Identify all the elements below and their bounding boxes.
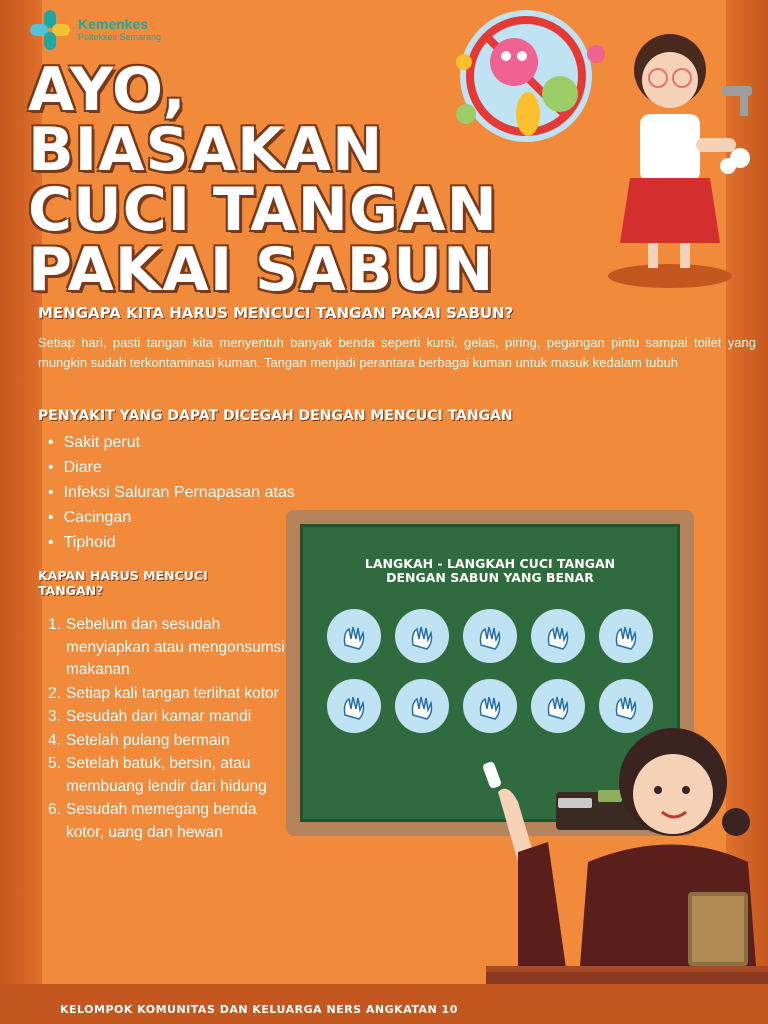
board-title: LANGKAH - LANGKAH CUCI TANGAN DENGAN SABUN YANG BENAR xyxy=(364,556,616,585)
rub-icon xyxy=(395,679,449,733)
disease-title: PENYAKIT YANG DAPAT DICEGAH DENGAN MENCUCI TANGAN xyxy=(38,408,513,424)
kemenkes-logo-icon xyxy=(28,8,72,52)
fingers-icon xyxy=(599,609,653,663)
headline-line: AYO, xyxy=(28,55,187,125)
list-item: • Tiphoid xyxy=(48,530,295,555)
why-body: Setiap hari, pasti tangan kita menyentuh banyak benda seperti kursi, gelas, piring, pegangan pintu sampai toilet yang mungkin sudah terkontaminasi kuman. Tangan menjadi perantara berbagai kuman untuk masuk kedalam tubuh xyxy=(38,335,756,370)
list-item: 1. Sebelum dan sesudah menyiapkan atau mengonsumsi makanan xyxy=(48,616,285,678)
teacher-illustration xyxy=(478,712,768,992)
logo-subtitle: Poltekkes Semarang xyxy=(78,31,162,42)
list-item: 5. Setelah batuk, bersin, atau membuang lendir dari hidung xyxy=(48,755,267,795)
list-item: 4. Setelah pulang bermain xyxy=(48,731,230,749)
germs-illustration xyxy=(436,4,616,154)
kemenkes-logo xyxy=(28,8,161,52)
why-title: MENGAPA KITA HARUS MENCUCI TANGAN PAKAI SABUN? xyxy=(38,304,514,322)
footer-text: KELOMPOK KOMUNITAS DAN KELUARGA NERS ANGKATAN 10 xyxy=(60,1003,458,1016)
headline-line: PAKAI SABUN xyxy=(28,235,495,305)
list-item: • Diare xyxy=(48,455,295,480)
list-item: 3. Sesudah dari kamar mandi xyxy=(48,708,252,725)
list-item: • Cacingan xyxy=(48,505,295,530)
headline-line: CUCI TANGAN xyxy=(28,175,498,245)
back-hand-icon xyxy=(531,609,585,663)
when-title: KAPAN HARUS MENCUCI TANGAN? xyxy=(38,568,208,598)
soap-icon xyxy=(395,609,449,663)
disease-list xyxy=(48,430,295,555)
list-item: • Sakit perut xyxy=(48,430,295,455)
headline-line: BIASAKAN xyxy=(28,115,384,185)
faucet-icon xyxy=(327,609,381,663)
when-list xyxy=(48,614,288,844)
list-item: 6. Sesudah memegang benda kotor, uang dan hewan xyxy=(48,801,257,841)
list-item: 2. Setiap kali tangan terlihat kotor xyxy=(48,684,279,702)
list-item: • Infeksi Saluran Pernapasan atas xyxy=(48,480,295,505)
girl-washing-hands-illustration xyxy=(600,18,760,293)
palms-icon xyxy=(463,609,517,663)
thumb-icon xyxy=(327,679,381,733)
logo-name: Kemenkes xyxy=(78,16,149,33)
